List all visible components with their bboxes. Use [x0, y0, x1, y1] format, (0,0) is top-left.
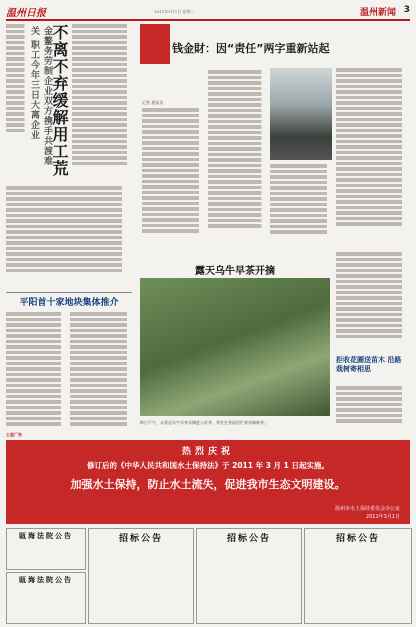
main-body-col3 [336, 68, 408, 248]
left-article-body [72, 24, 132, 184]
tender-notice-2 [196, 528, 302, 624]
main-body-col1 [142, 108, 204, 248]
photo-caption: 昨日下午，永嘉县乌牛早茶采摘进入旺季，茶农在茶园里忙着采摘新茶。 [140, 420, 268, 425]
masthead-info: 2011年3月1日 星期二 [154, 9, 195, 14]
court-notice-1-title: 瓯海法院公告 [19, 532, 73, 540]
court-notice-2-title: 瓯海法院公告 [19, 576, 73, 584]
tender-notice-2-title: 招标公告 [226, 534, 271, 544]
ad-date: 2011年3月1日 [365, 514, 400, 520]
tea-picking-photo [140, 278, 330, 416]
lower-left-title: 平阳首十家地块集体推介 [6, 292, 132, 307]
main-body-col2 [208, 70, 266, 248]
ad-label: 公益广告 [6, 432, 22, 437]
tender-notice-1 [88, 528, 194, 624]
newspaper-logo: 温州日报 [6, 8, 46, 19]
portrait-photo [270, 68, 332, 160]
left-article-body-2 [6, 186, 132, 282]
lower-left-body-col2 [70, 312, 132, 440]
masthead [6, 5, 410, 21]
ad-slogan-1: 热烈庆祝 [181, 447, 234, 457]
feature-logo-graphic [140, 24, 170, 64]
left-headline: 不离不弃缓解用工荒 [50, 24, 69, 177]
section-name: 温州新闻 [359, 8, 396, 18]
public-service-ad [6, 440, 410, 524]
right-bottom-title: 拒收花圈送苗木 沿路栽树寄相思 [336, 356, 402, 373]
tender-notice-1-title: 招标公告 [118, 534, 163, 544]
main-body-col4 [270, 164, 332, 248]
court-notice-1 [6, 528, 86, 570]
ad-slogan-2: 修订后的《中华人民共和国水土保持法》于 2011 年 3 月 1 日起实施。 [87, 461, 329, 470]
ad-sponsor: 温州市水土保持委员会办公室 [334, 506, 400, 512]
photo-feature-title: 露天乌牛早茶开摘 [195, 266, 275, 277]
left-intro-text [6, 24, 26, 162]
main-byline: 记者 通讯员 [142, 100, 164, 105]
lower-left-body-col1 [6, 312, 66, 440]
main-headline: 钱金財：因“责任”两字重新站起 [172, 42, 330, 55]
right-bottom-body [336, 386, 408, 430]
ad-slogan-3: 加强水土保持，防止水土流失，促进我市生态文明建设。 [70, 478, 346, 491]
left-subheadline: 金鳌务劳制企业双方携手共渡难关 职工今年三日大离企业 [29, 26, 52, 166]
right-body-upper [336, 252, 408, 352]
tender-notice-3 [304, 528, 412, 624]
page-number: 3 [403, 5, 410, 15]
tender-notice-3-title: 招标公告 [335, 534, 380, 544]
court-notice-2 [6, 572, 86, 624]
